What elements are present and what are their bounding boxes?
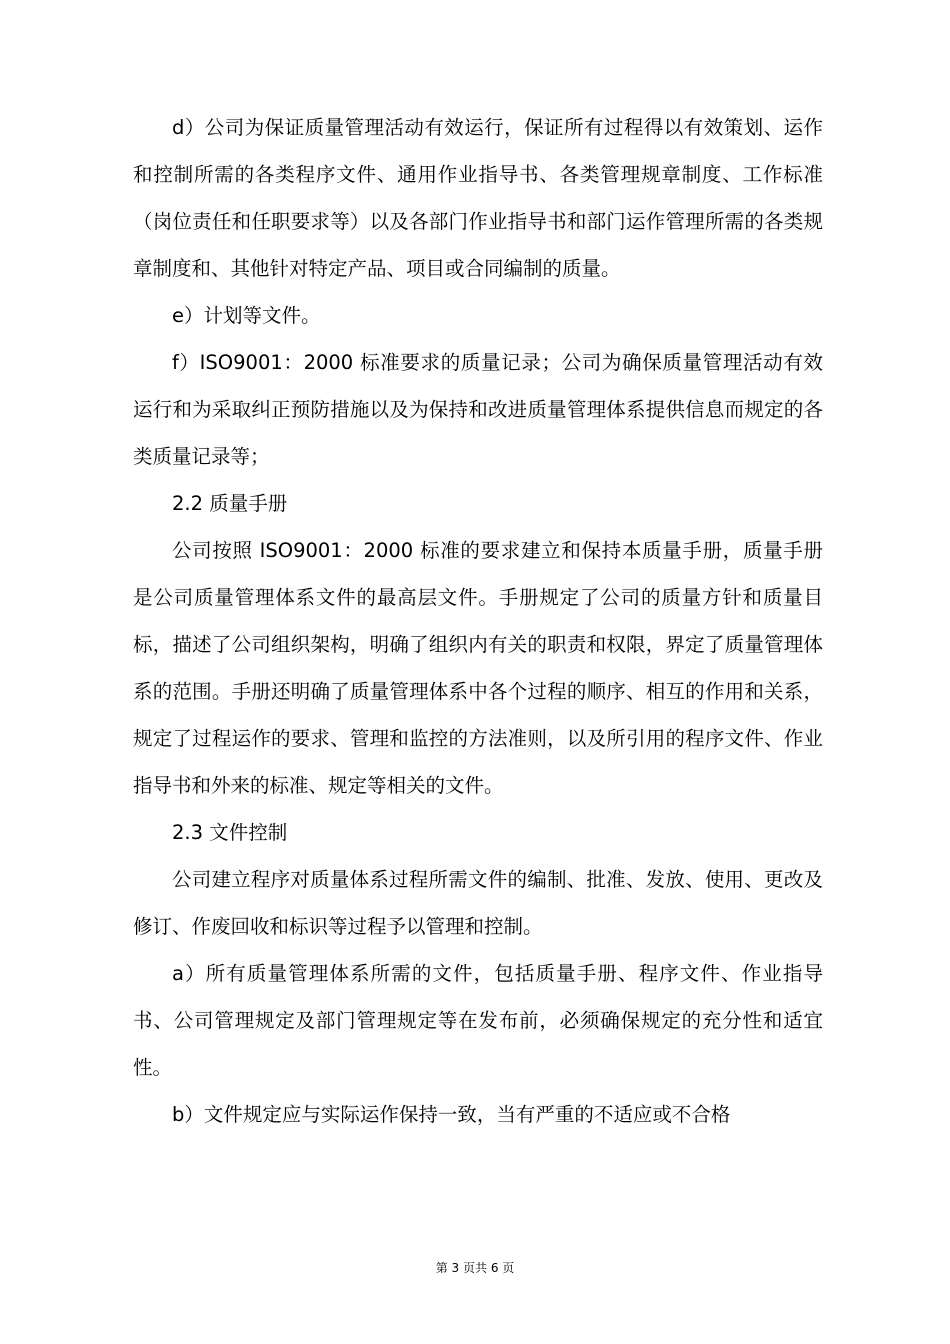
paragraph-d: d）公司为保证质量管理活动有效运行，保证所有过程得以有效策划、运作和控制所需的各类程序文件、通用作业指导书、各类管理规章制度、工作标准（岗位责任和任职要求等）以及各部门作业指导书和部门运作管理所需的各类规章制度和、其他针对特定产品、项目或合同编制的质量。 xyxy=(133,116,823,280)
section-heading-quality-manual: 2.2 质量手册 xyxy=(172,492,288,515)
paragraph-a: a）所有质量管理体系所需的文件，包括质量手册、程序文件、作业指导书、公司管理规定及部门管理规定等在发布前，必须确保规定的充分性和适宜性。 xyxy=(133,962,823,1079)
paragraph-e: e）计划等文件。 xyxy=(172,304,321,327)
paragraph-f: f）ISO9001：2000 标准要求的质量记录；公司为确保质量管理活动有效运行和为采取纠正预防措施以及为保持和改进质量管理体系提供信息而规定的各类质量记录等； xyxy=(133,351,823,468)
paragraph-quality-manual: 公司按照 ISO9001：2000 标准的要求建立和保持本质量手册，质量手册是公司质量管理体系文件的最高层文件。手册规定了公司的质量方针和质量目标，描述了公司组织架构，明确了组织内有关的职责和权限，界定了质量管理体系的范围。手册还明确了质量管理体系中各个过程的顺序、相互的作用和关系，规定了过程运作的要求、管理和监控的方法准则，以及所引用的程序文件、作业指导书和外来的标准、规定等相关的文件。 xyxy=(133,539,823,797)
page-number-footer: 第 3 页共 6 页 xyxy=(435,1261,515,1275)
document-body xyxy=(133,104,823,1138)
paragraph-b: b）文件规定应与实际运作保持一致，当有严重的不适应或不合格 xyxy=(172,1103,731,1126)
paragraph-document-control: 公司建立程序对质量体系过程所需文件的编制、批准、发放、使用、更改及修订、作废回收和标识等过程予以管理和控制。 xyxy=(133,868,823,938)
section-heading-document-control: 2.3 文件控制 xyxy=(172,821,288,844)
